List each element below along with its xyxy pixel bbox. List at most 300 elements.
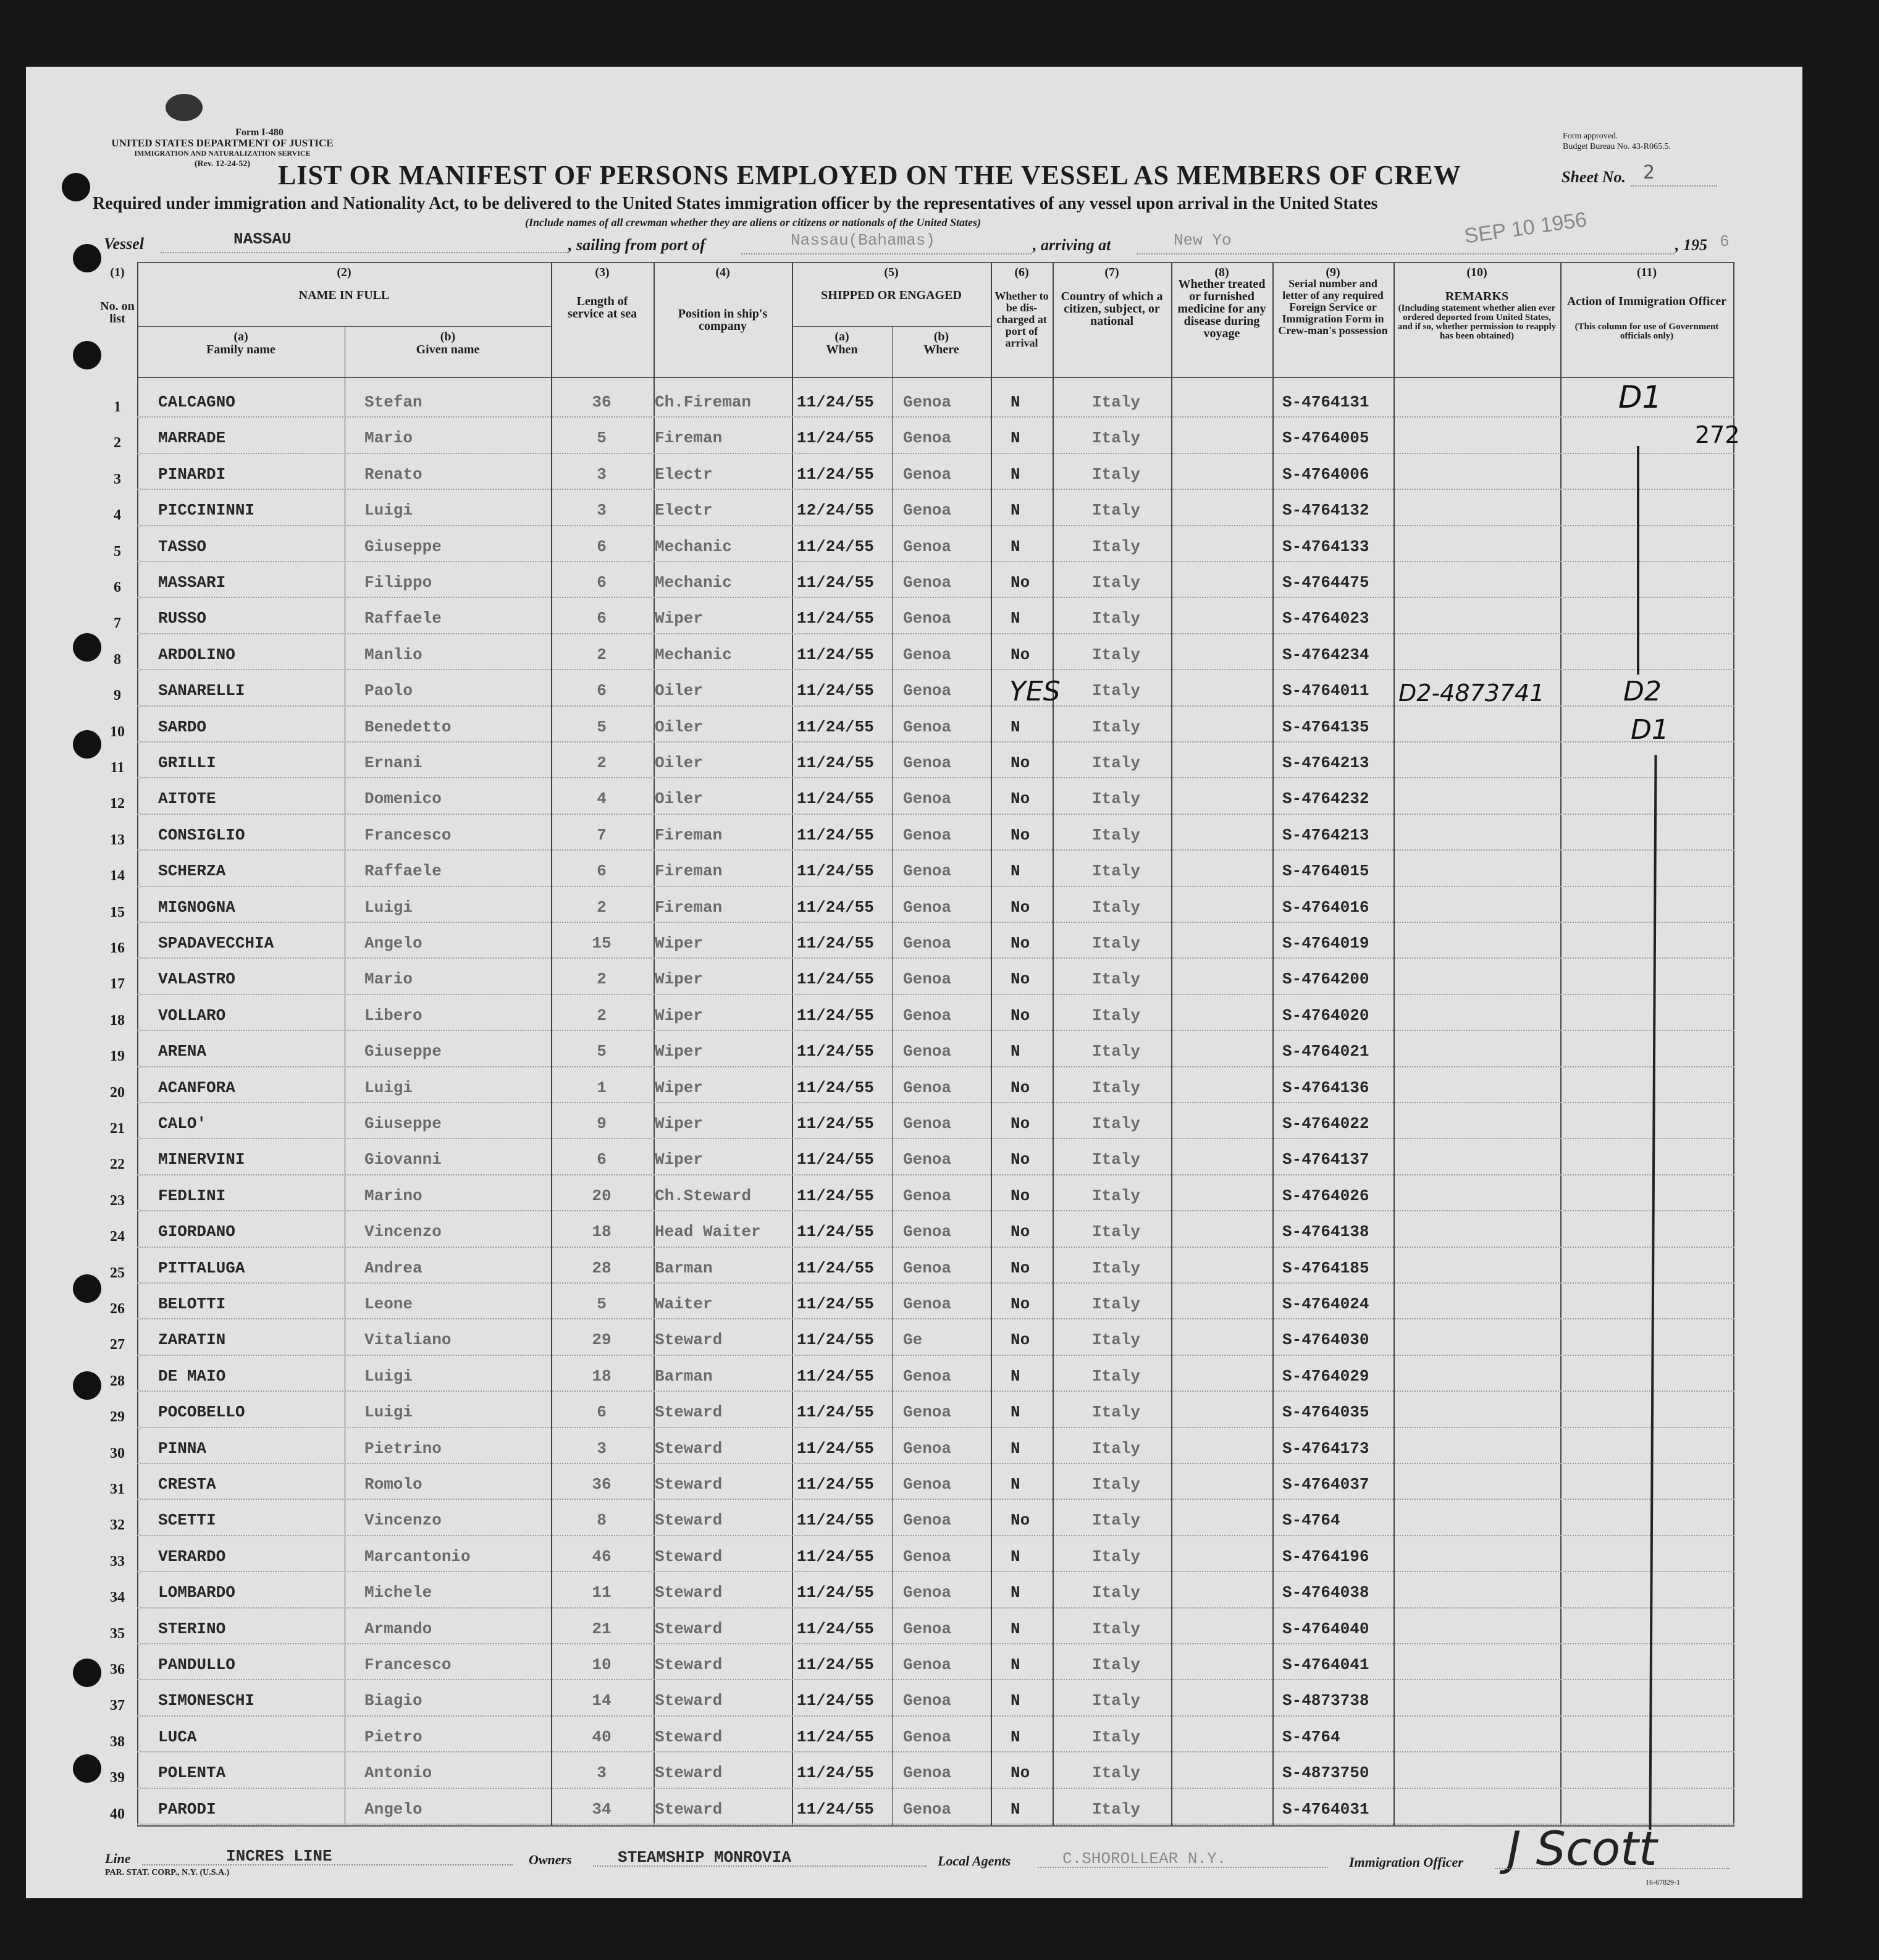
cell-serial: S-4873750 (1282, 1764, 1369, 1783)
cell-where: Genoa (903, 1295, 952, 1313)
row-rule (137, 489, 1734, 490)
col-2b-header: Given name (416, 343, 480, 356)
cell-when: 11/24/55 (797, 1403, 874, 1422)
cell-discharge: No (1011, 573, 1030, 592)
col-3-number: (3) (595, 266, 610, 279)
row-number: 13 (110, 831, 125, 848)
cell-family: VALASTRO (158, 970, 235, 989)
cell-family: GIORDANO (158, 1222, 235, 1242)
cell-position: Steward (655, 1547, 723, 1566)
row-rule (137, 957, 1734, 959)
cell-family: ACANFORA (158, 1078, 235, 1097)
cell-serial: S-4764006 (1282, 465, 1369, 484)
cell-when: 11/24/55 (797, 1150, 874, 1169)
cell-serial: S-4764037 (1282, 1475, 1369, 1494)
cell-serial: S-4764173 (1282, 1439, 1369, 1458)
cell-service: 46 (592, 1547, 612, 1566)
cell-discharge: N (1011, 1475, 1020, 1494)
row-number: 36 (110, 1662, 125, 1678)
owners-label: Owners (529, 1852, 572, 1867)
cell-serial: S-4764024 (1282, 1295, 1369, 1313)
cell-position: Wiper (655, 609, 704, 628)
cell-family: PINARDI (158, 465, 226, 484)
cell-where: Genoa (903, 1222, 952, 1242)
cell-given: Biagio (364, 1691, 422, 1710)
col-5a-letter: (a) (834, 330, 849, 343)
cell-when: 11/24/55 (797, 1619, 874, 1638)
date-stamp: SEP 10 1956 (1463, 208, 1589, 248)
cell-when: 11/24/55 (797, 1366, 874, 1386)
cell-serial: S-4764131 (1282, 393, 1369, 411)
cell-discharge: No (1011, 789, 1030, 809)
row-rule (137, 597, 1734, 598)
row-number: 33 (110, 1553, 125, 1570)
cell-family: SANARELLI (158, 681, 245, 700)
cell-country: Italy (1092, 1222, 1141, 1242)
cell-position: Fireman (655, 898, 723, 917)
cell-given: Paolo (364, 681, 413, 700)
col-1-header: No. on list (100, 300, 135, 326)
cell-serial: S-4764041 (1282, 1655, 1369, 1674)
row-rule (137, 814, 1734, 815)
cell-given: Libero (364, 1006, 422, 1025)
cell-serial: S-4764213 (1282, 754, 1369, 772)
punch-hole-icon (73, 1274, 101, 1303)
cell-discharge: No (1011, 970, 1030, 989)
cell-service: 3 (597, 465, 607, 484)
col-4-number: (4) (715, 266, 730, 279)
row-number: 23 (110, 1192, 125, 1209)
vessel-name: NASSAU (233, 230, 292, 248)
cell-position: Oiler (655, 754, 704, 772)
col-10-number: (10) (1466, 266, 1487, 279)
cell-when: 11/24/55 (797, 1727, 874, 1746)
col-7-header: Country of which a citizen, subject, or national (1061, 290, 1163, 328)
cell-family: BELOTTI (158, 1295, 226, 1313)
punch-hole-icon (73, 730, 101, 759)
cell-given: Luigi (364, 501, 413, 520)
row-number: 7 (114, 615, 121, 632)
cell-family: CALCAGNO (158, 393, 235, 411)
cell-when: 11/24/55 (797, 934, 874, 953)
row-number: 32 (110, 1517, 125, 1534)
cell-when: 11/24/55 (797, 1258, 874, 1277)
punch-hole-icon (73, 244, 101, 272)
cell-discharge: N (1011, 393, 1020, 411)
cell-discharge: N (1011, 1403, 1020, 1422)
cell-country: Italy (1092, 1511, 1141, 1530)
cell-service: 5 (597, 1295, 607, 1313)
cell-position: Steward (655, 1727, 723, 1746)
cell-position: Wiper (655, 1114, 704, 1133)
discharge-yes: YES (1009, 676, 1061, 707)
cell-service: 8 (597, 1511, 607, 1530)
cell-discharge: No (1011, 1331, 1030, 1350)
cell-family: FEDLINI (158, 1186, 226, 1205)
cell-service: 6 (597, 537, 607, 556)
cell-given: Raffaele (364, 609, 442, 628)
row-rule (137, 416, 1734, 418)
cell-serial: S-4764023 (1282, 609, 1369, 628)
row-rule (137, 453, 1734, 454)
cell-when: 11/24/55 (797, 789, 874, 809)
cell-serial: S-4764038 (1282, 1583, 1369, 1602)
cell-country: Italy (1092, 1078, 1141, 1097)
cell-position: Steward (655, 1799, 723, 1819)
cell-country: Italy (1092, 1331, 1141, 1350)
row-rule (137, 1715, 1734, 1717)
cell-country: Italy (1092, 970, 1141, 989)
officer-signature: J Scott (1507, 1821, 1657, 1876)
cell-serial: S-4764026 (1282, 1186, 1369, 1205)
cell-when: 11/24/55 (797, 717, 874, 736)
row-number: 34 (110, 1589, 125, 1606)
row-rule (137, 1571, 1734, 1572)
cell-given: Marino (364, 1186, 422, 1205)
cell-when: 11/24/55 (797, 1655, 874, 1674)
cell-country: Italy (1092, 465, 1141, 484)
cell-where: Genoa (903, 754, 952, 772)
cell-where: Genoa (903, 1078, 952, 1097)
cell-family: ARDOLINO (158, 645, 235, 664)
col-2-number: (2) (337, 266, 351, 279)
cell-discharge: No (1011, 934, 1030, 953)
service-name: IMMIGRATION AND NATURALIZATION SERVICE (134, 149, 311, 158)
cell-discharge: N (1011, 429, 1020, 448)
cell-service: 18 (592, 1366, 612, 1386)
cell-given: Giuseppe (364, 537, 442, 556)
cell-given: Pietrino (364, 1439, 442, 1458)
row-rule (137, 1823, 1734, 1825)
cell-serial: S-4764135 (1282, 717, 1369, 736)
row-number: 16 (110, 940, 125, 956)
cell-family: STERINO (158, 1619, 226, 1638)
row-rule (137, 1138, 1734, 1139)
cell-given: Angelo (364, 1799, 422, 1819)
cell-country: Italy (1092, 1114, 1141, 1133)
cell-when: 11/24/55 (797, 1475, 874, 1494)
cell-discharge: No (1011, 1764, 1030, 1783)
cell-serial: S-4764 (1282, 1511, 1340, 1530)
cell-when: 11/24/55 (797, 1114, 874, 1133)
cell-where: Genoa (903, 1619, 952, 1638)
cell-discharge: N (1011, 1619, 1020, 1638)
cell-position: Fireman (655, 825, 723, 844)
row-number: 9 (114, 688, 121, 704)
cell-discharge: N (1011, 501, 1020, 520)
vessel-label: Vessel (104, 235, 144, 253)
cell-when: 11/24/55 (797, 1764, 874, 1783)
cell-given: Giuseppe (364, 1042, 442, 1061)
cell-country: Italy (1092, 862, 1141, 881)
cell-given: Andrea (364, 1258, 422, 1277)
col-2a-letter: (a) (233, 330, 248, 343)
cell-country: Italy (1092, 1547, 1141, 1566)
cell-service: 2 (597, 970, 607, 989)
col-11-header: Action of Immigration Officer (1566, 295, 1727, 308)
cell-serial: S-4764137 (1282, 1150, 1369, 1169)
row-rule (137, 1318, 1734, 1319)
cell-country: Italy (1092, 1691, 1141, 1710)
cell-position: Mechanic (655, 537, 732, 556)
cell-where: Genoa (903, 645, 952, 664)
cell-where: Genoa (903, 934, 952, 953)
cell-where: Genoa (903, 573, 952, 592)
cell-family: SIMONESCHI (158, 1691, 255, 1710)
cell-given: Luigi (364, 1366, 413, 1386)
row-rule (137, 561, 1734, 562)
cell-position: Steward (655, 1655, 723, 1674)
printer-mark: PAR. STAT. CORP., N.Y. (U.S.A.) (105, 1868, 230, 1877)
cell-discharge: N (1011, 717, 1020, 736)
cell-when: 11/24/55 (797, 825, 874, 844)
cell-position: Ch.Steward (655, 1186, 752, 1205)
punch-hole-icon (73, 341, 101, 369)
cell-position: Barman (655, 1366, 713, 1386)
cell-serial: S-4764234 (1282, 645, 1369, 664)
cell-service: 1 (597, 1078, 607, 1097)
row-number: 24 (110, 1229, 125, 1245)
row-number: 10 (110, 723, 125, 740)
cell-service: 20 (592, 1186, 612, 1205)
cell-family: SARDO (158, 717, 207, 736)
cell-service: 2 (597, 754, 607, 772)
cell-serial: S-4764133 (1282, 537, 1369, 556)
cell-family: PARODI (158, 1799, 216, 1819)
row-rule (137, 1788, 1734, 1789)
cell-serial: S-4873738 (1282, 1691, 1369, 1710)
row-rule (137, 1499, 1734, 1500)
cell-service: 5 (597, 717, 607, 736)
cell-position: Head Waiter (655, 1222, 761, 1242)
cell-family: VOLLARO (158, 1006, 226, 1025)
row-number: 17 (110, 976, 125, 993)
cell-where: Genoa (903, 1691, 952, 1710)
cell-country: Italy (1092, 645, 1141, 664)
action-row-9: D2 (1623, 676, 1662, 707)
cell-family: LOMBARDO (158, 1583, 235, 1602)
row-number: 2 (114, 435, 121, 452)
row-rule (137, 1102, 1734, 1103)
cell-position: Steward (655, 1691, 723, 1710)
cell-country: Italy (1092, 1439, 1141, 1458)
cell-serial: S-4764213 (1282, 825, 1369, 844)
row-number: 28 (110, 1373, 125, 1389)
cell-position: Steward (655, 1475, 723, 1494)
cell-country: Italy (1092, 1006, 1141, 1025)
cell-when: 11/24/55 (797, 754, 874, 772)
cell-where: Genoa (903, 1511, 952, 1530)
cell-given: Giovanni (364, 1150, 442, 1169)
row-number: 38 (110, 1733, 125, 1750)
cell-service: 36 (592, 1475, 612, 1494)
cell-when: 11/24/55 (797, 1547, 874, 1566)
cell-service: 3 (597, 1764, 607, 1783)
cell-position: Electr (655, 501, 713, 520)
cell-family: RUSSO (158, 609, 207, 628)
cell-where: Genoa (903, 1258, 952, 1277)
cell-country: Italy (1092, 1475, 1141, 1494)
cell-where: Genoa (903, 1006, 952, 1025)
cell-family: CONSIGLIO (158, 825, 245, 844)
cell-serial: S-4764030 (1282, 1331, 1369, 1350)
cell-service: 4 (597, 789, 607, 809)
cell-where: Genoa (903, 609, 952, 628)
page-title: LIST OR MANIFEST OF PERSONS EMPLOYED ON THE VESSEL AS MEMBERS OF CREW (278, 160, 1461, 190)
cell-given: Giuseppe (364, 1114, 442, 1133)
cell-country: Italy (1092, 1799, 1141, 1819)
cell-discharge: No (1011, 898, 1030, 917)
cell-family: SPADAVECCHIA (158, 934, 274, 953)
cell-discharge: N (1011, 609, 1020, 628)
row-number: 31 (110, 1481, 125, 1497)
cell-family: MASSARI (158, 573, 226, 592)
cell-position: Steward (655, 1619, 723, 1638)
cell-given: Francesco (364, 1655, 452, 1674)
cell-service: 6 (597, 609, 607, 628)
cell-service: 11 (592, 1583, 612, 1602)
row-number: 26 (110, 1301, 125, 1317)
cell-where: Genoa (903, 1403, 952, 1422)
cell-serial: S-4764200 (1282, 970, 1369, 989)
row-number: 22 (110, 1156, 125, 1173)
row-rule (137, 777, 1734, 778)
cell-discharge: No (1011, 1114, 1030, 1133)
cell-serial: S-4764035 (1282, 1403, 1369, 1422)
cell-where: Genoa (903, 898, 952, 917)
cell-when: 11/24/55 (797, 537, 874, 556)
cell-service: 14 (592, 1691, 612, 1710)
row-rule (137, 669, 1734, 670)
cell-family: MIGNOGNA (158, 898, 235, 917)
cell-service: 34 (592, 1799, 612, 1819)
cell-position: Steward (655, 1331, 723, 1350)
cell-family: ZARATIN (158, 1331, 226, 1350)
cell-where: Genoa (903, 429, 952, 448)
cell-where: Genoa (903, 681, 952, 700)
row-rule (137, 1643, 1734, 1644)
punch-hole-icon (166, 94, 203, 121)
cell-country: Italy (1092, 1042, 1141, 1061)
cell-where: Ge (903, 1331, 923, 1350)
cell-discharge: No (1011, 1078, 1030, 1097)
col-9-header: Serial number and letter of any required Foreign Service or Immigration Form in Crew-man's possession (1278, 277, 1388, 337)
cell-discharge: No (1011, 1511, 1030, 1530)
cell-given: Michele (364, 1583, 432, 1602)
cell-service: 2 (597, 1006, 607, 1025)
row-number: 27 (110, 1337, 125, 1353)
cell-when: 11/24/55 (797, 1042, 874, 1061)
arriving-label: , arriving at (1033, 236, 1111, 254)
cell-country: Italy (1092, 789, 1141, 809)
cell-service: 6 (597, 681, 607, 700)
col-7-number: (7) (1104, 266, 1119, 279)
cell-discharge: N (1011, 1366, 1020, 1386)
cell-position: Wiper (655, 1042, 704, 1061)
cell-where: Genoa (903, 1727, 952, 1746)
col-8-number: (8) (1214, 266, 1229, 279)
cell-position: Steward (655, 1403, 723, 1422)
cell-service: 3 (597, 501, 607, 520)
cell-when: 11/24/55 (797, 1799, 874, 1819)
officer-label: Immigration Officer (1349, 1854, 1463, 1870)
cell-serial: S-4764029 (1282, 1366, 1369, 1386)
col-5b-letter: (b) (933, 330, 949, 343)
cell-serial: S-4764022 (1282, 1114, 1369, 1133)
row-rule (137, 886, 1734, 887)
row-number: 39 (110, 1770, 125, 1786)
row-rule (137, 922, 1734, 923)
cell-service: 2 (597, 645, 607, 664)
cell-discharge: N (1011, 465, 1020, 484)
cell-serial: S-4764011 (1282, 681, 1369, 700)
cell-position: Steward (655, 1583, 723, 1602)
cell-family: SCETTI (158, 1511, 216, 1530)
cell-position: Fireman (655, 862, 723, 881)
cell-given: Vitaliano (364, 1331, 452, 1350)
cell-family: LUCA (158, 1727, 197, 1746)
cell-given: Filippo (364, 573, 432, 592)
cell-discharge: N (1011, 1583, 1020, 1602)
cell-country: Italy (1092, 1366, 1141, 1386)
cell-family: PITTALUGA (158, 1258, 245, 1277)
arriving-port: New Yo (1174, 231, 1232, 250)
row-number: 14 (110, 868, 125, 885)
col-5-number: (5) (884, 266, 899, 279)
cell-discharge: No (1011, 1186, 1030, 1205)
cell-serial: S-4764 (1282, 1727, 1340, 1746)
punch-hole-icon (73, 1659, 101, 1687)
cell-country: Italy (1092, 573, 1141, 592)
year-label: , 195 (1675, 236, 1707, 254)
cell-discharge: N (1011, 537, 1020, 556)
cell-where: Genoa (903, 393, 952, 411)
cell-given: Marcantonio (364, 1547, 471, 1566)
cell-position: Electr (655, 465, 713, 484)
cell-where: Genoa (903, 1799, 952, 1819)
cell-position: Steward (655, 1439, 723, 1458)
cell-family: SCHERZA (158, 862, 226, 881)
cell-where: Genoa (903, 1475, 952, 1494)
cell-serial: S-4764031 (1282, 1799, 1369, 1819)
cell-where: Genoa (903, 1114, 952, 1133)
col-10-header: REMARKS (1445, 290, 1509, 303)
row-rule (137, 1427, 1734, 1428)
cell-given: Antonio (364, 1764, 432, 1783)
cell-discharge: N (1011, 1042, 1020, 1061)
row-number: 11 (110, 760, 125, 776)
row-rule (137, 1066, 1734, 1067)
cell-given: Vincenzo (364, 1511, 442, 1530)
cell-when: 11/24/55 (797, 681, 874, 700)
cell-country: Italy (1092, 1186, 1141, 1205)
cell-when: 11/24/55 (797, 1006, 874, 1025)
cell-serial: S-4764185 (1282, 1258, 1369, 1277)
cell-given: Vincenzo (364, 1222, 442, 1242)
cell-family: AITOTE (158, 789, 216, 809)
row-number: 15 (110, 904, 125, 920)
cell-given: Renato (364, 465, 422, 484)
cell-serial: S-4764138 (1282, 1222, 1369, 1242)
row-rule (137, 525, 1734, 526)
cell-country: Italy (1092, 1727, 1141, 1746)
cell-country: Italy (1092, 717, 1141, 736)
cell-given: Mario (364, 429, 413, 448)
cell-given: Luigi (364, 898, 413, 917)
row-rule (137, 1174, 1734, 1176)
cell-family: PINNA (158, 1439, 207, 1458)
row-rule (137, 633, 1734, 634)
